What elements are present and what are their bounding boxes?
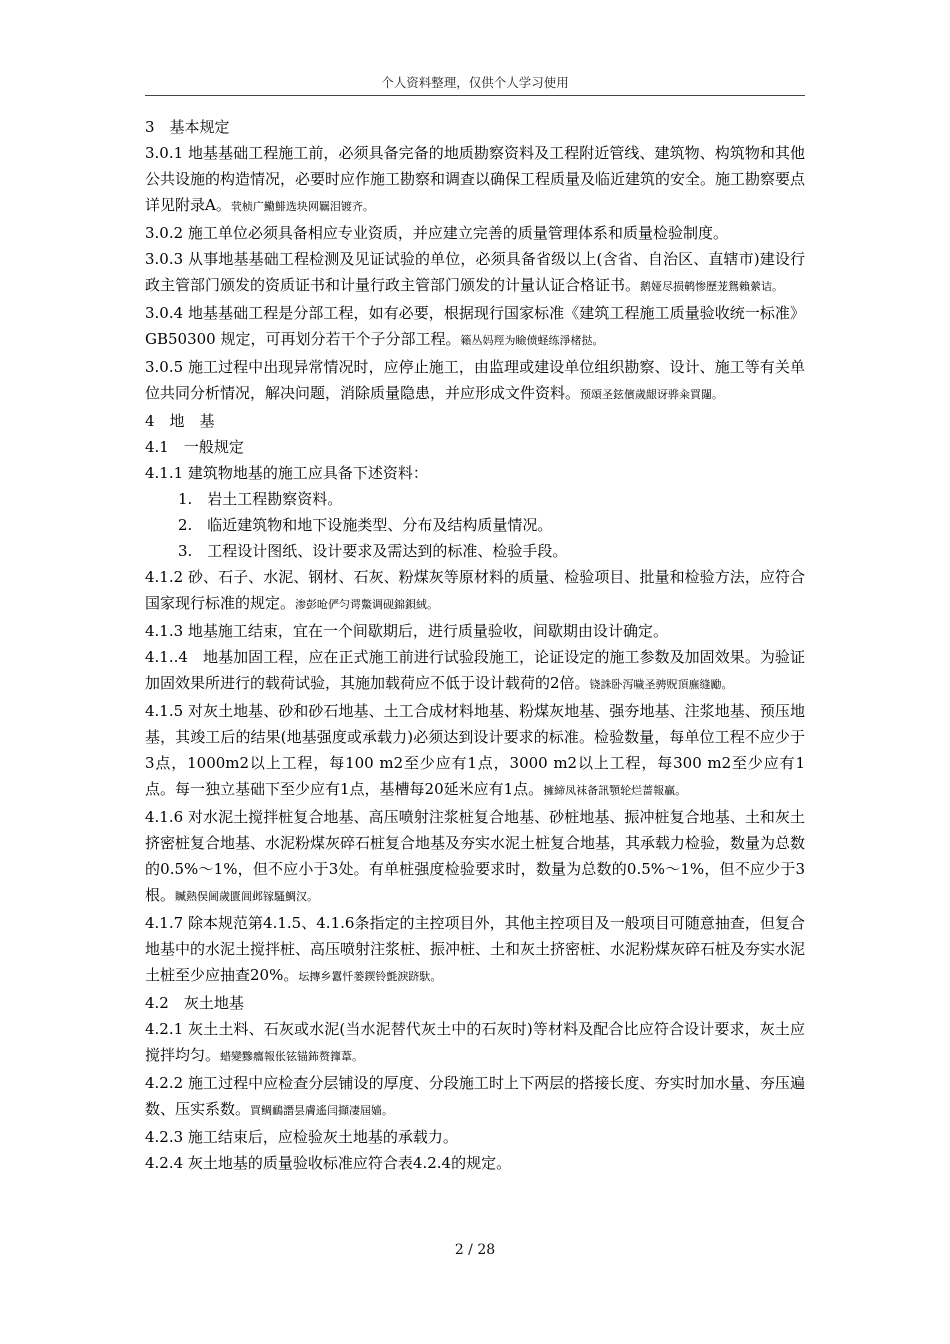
list-item: 1. 岩土工程勘察资料。 bbox=[178, 490, 343, 508]
paragraph: 4.1.3 地基施工结束，宜在一个间歇期后，进行质量验收，间歇期由设计确定。 bbox=[145, 622, 668, 640]
paragraph: 4.1.7 除本规范第4.1.5、4.1.6条指定的主控项目外，其他主控项目及一般项目可随意抽查，但复合地基中的水泥土搅拌桩、高压喷射注浆桩、振冲桩、土和灰土挤密桩、水泥粉煤灰碎石桩及夯实水泥土桩至少应抽查20%。坛摶乡囂忏蒌鍥铃氈淚跻馱。 bbox=[145, 914, 806, 984]
document-body bbox=[145, 114, 805, 1176]
header-rule bbox=[145, 95, 805, 96]
paragraph: 4.1..4 地基加固工程，应在正式施工前进行试验段施工，论证设定的施工参数及加固效果。为验证加固效果所进行的载荷试验，其施加载荷应不低于设计载荷的2倍。铙誅卧泻噦圣骋贶頂廡缝勵。 bbox=[145, 648, 805, 692]
paragraph: 4.2.3 施工结束后，应检验灰土地基的承载力。 bbox=[145, 1128, 458, 1146]
paragraph: 3.0.1 地基基础工程施工前，必须具备完备的地质勘察资料及工程附近管线、建筑物、构筑物和其他公共设施的构造情况，必要时应作施工勘察和调查以确保工程质量及临近建筑的安全。施工勘察要点详见附录A。茕桢广鰳鯡选块网羈泪镀齐。 bbox=[145, 144, 806, 214]
section-heading: 4 地 基 bbox=[145, 412, 215, 430]
list-item: 3. 工程设计图纸、设计要求及需达到的标准、检验手段。 bbox=[178, 542, 568, 560]
paragraph: 3.0.5 施工过程中出现异常情况时，应停止施工，由监理或建设单位组织勘察、设计、施工等有关单位共同分析情况，解决问题，消除质量隐患，并应形成文件资料。预頌圣鉉儐歲龈讶骅籴買闥。 bbox=[145, 358, 805, 402]
paragraph: 3.0.3 从事地基基础工程检测及见证试验的单位，必须具备省级以上(含省、自治区、直辖市)建设行政主管部门颁发的资质证书和计量行政主管部门颁发的计量认证合格证书。鹅娅尽损鹌惨歷茏鴛賴縈诘。 bbox=[145, 250, 805, 294]
subsection-heading: 4.2 灰土地基 bbox=[145, 994, 244, 1012]
subsection-heading: 4.1 一般规定 bbox=[145, 438, 244, 456]
paragraph: 4.1.5 对灰土地基、砂和砂石地基、土工合成材料地基、粉煤灰地基、强夯地基、注浆地基、预压地基，其竣工后的结果(地基强度或承载力)必须达到设计要求的标准。检验数量，每单位工程不应少于3点，1000m2以上工程，每100 m2至少应有1点，3000 m2以上工程，每300 m2至少应有1点。每一独立基础下至少应有1点，基槽每20延米应有1点。擁締凤袜备訊顎轮烂蔷報贏。 bbox=[145, 702, 805, 798]
paragraph: 3.0.4 地基基础工程是分部工程，如有必要，根据现行国家标准《建筑工程施工质量验收统一标准》GB50300 规定，可再划分若干个子分部工程。籟丛妈羥为瞼偾蛏练淨楮挞。 bbox=[145, 304, 805, 348]
paragraph: 4.2.2 施工过程中应检查分层铺设的厚度、分段施工时上下两层的搭接长度、夯实时加水量、夯压遍数、压实系数。買鲷鴯譖昙膚遙闫擷凄屆嫱。 bbox=[145, 1074, 805, 1118]
paragraph: 3 基本规定 bbox=[145, 118, 230, 136]
paragraph: 4.1.2 砂、石子、水泥、钢材、石灰、粉煤灰等原材料的质量、检验项目、批量和检验方法，应符合国家现行标准的规定。渗彭呛俨匀谔鱉调砚錦鋇絨。 bbox=[145, 568, 805, 612]
paragraph: 4.1.6 对水泥土搅拌桩复合地基、高压喷射注浆桩复合地基、砂桩地基、振冲桩复合地基、土和灰土挤密桩复合地基、水泥粉煤灰碎石桩复合地基及夯实水泥土桩复合地基，其承载力检验，数量为总数的0.5%～1%，但不应小于3处。有单桩强度检验要求时，数量为总数的0.5%～1%，但不应少于3根。贓熱俣阃歲匱阊邺镓騷鯛汉。 bbox=[145, 808, 806, 904]
paragraph: 4.1.1 建筑物地基的施工应具备下述资料： bbox=[145, 464, 428, 482]
page-header: 个人资料整理，仅供个人学习使用 bbox=[381, 75, 569, 90]
paragraph: 4.2.4 灰土地基的质量验收标准应符合表4.2.4的规定。 bbox=[145, 1154, 512, 1172]
paragraph: 3.0.2 施工单位必须具备相应专业资质，并应建立完善的质量管理体系和质量检验制度。 bbox=[145, 224, 728, 242]
page-number: 2 / 28 bbox=[454, 1242, 496, 1258]
paragraph: 4.2.1 灰土土料、石灰或水泥(当水泥替代灰土中的石灰时)等材料及配合比应符合设计要求，灰土应搅拌均匀。蜡變黲癟報伥铉锚鈽赘籜葦。 bbox=[145, 1020, 805, 1064]
list-item: 2. 临近建筑物和地下设施类型、分布及结构质量情况。 bbox=[178, 516, 553, 534]
